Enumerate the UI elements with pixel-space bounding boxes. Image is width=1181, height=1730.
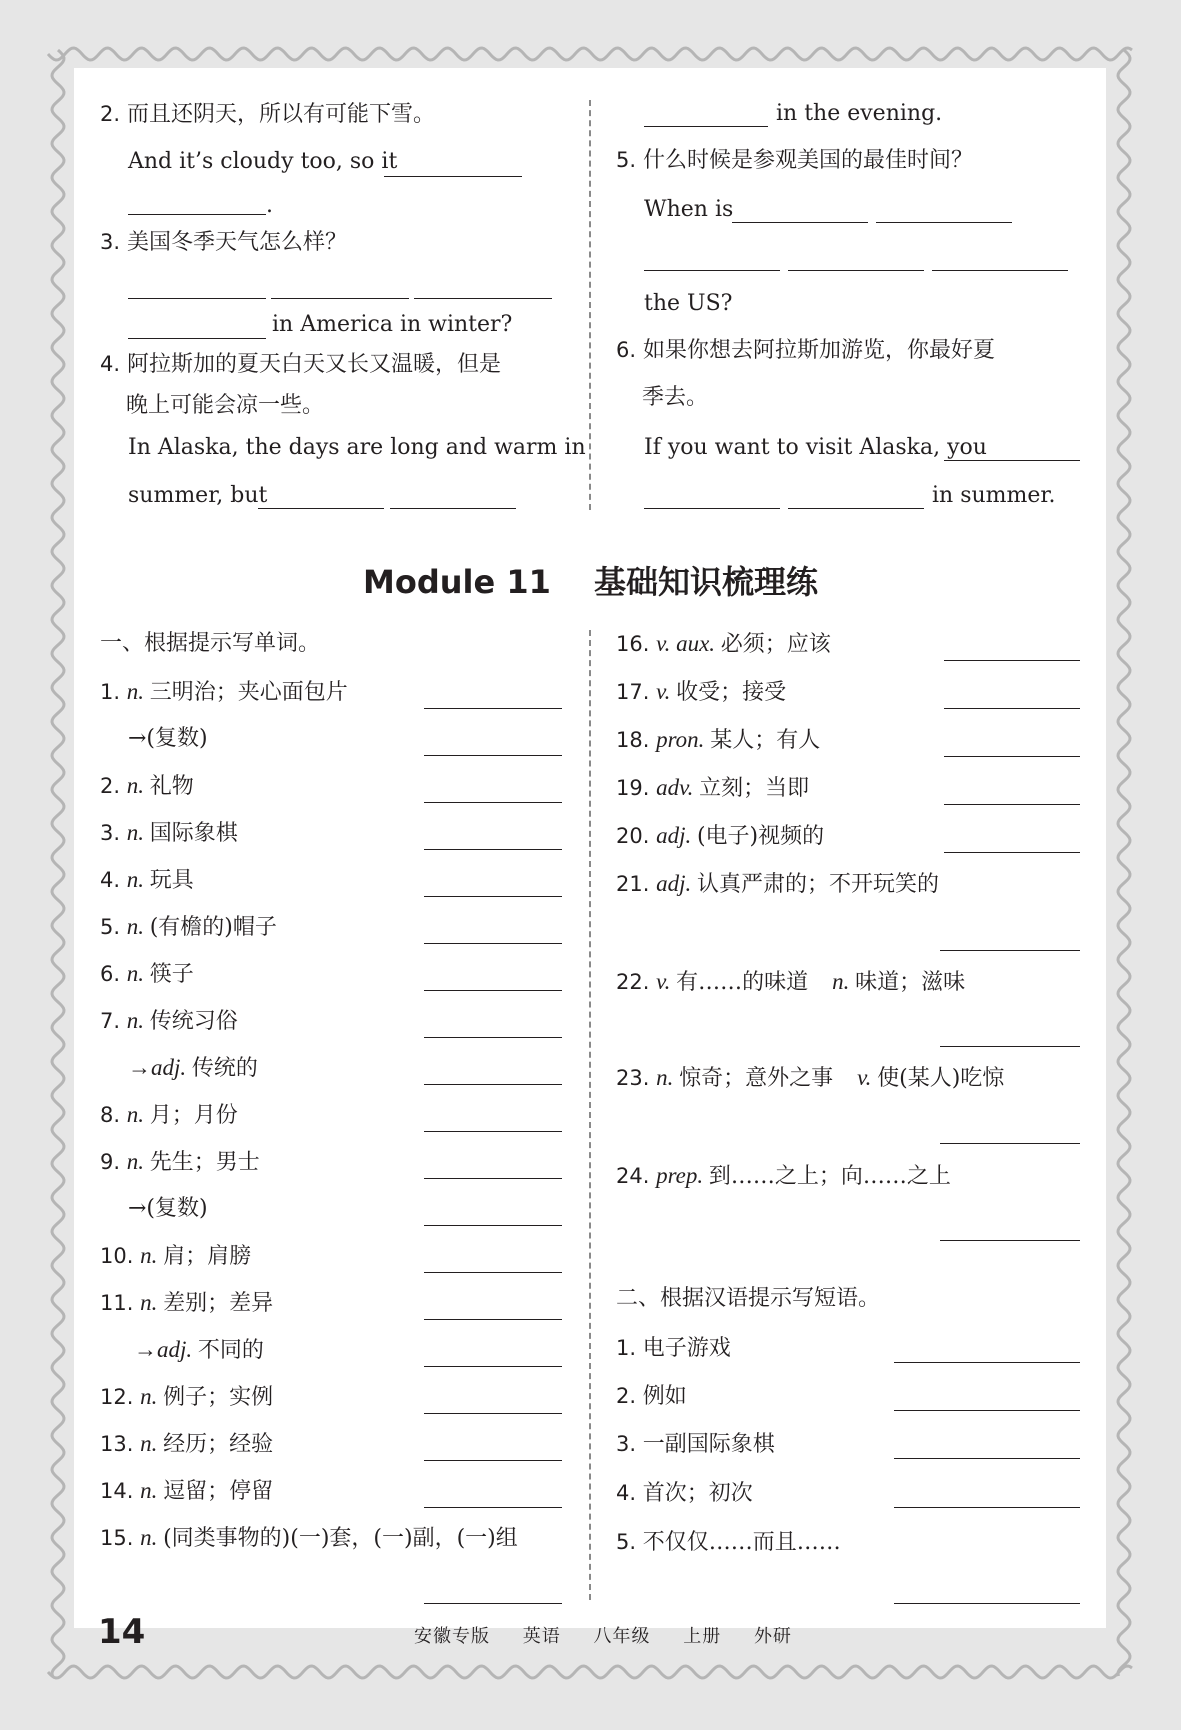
chinese-meaning: 到……之上；向……之上 — [708, 1164, 951, 1189]
question-number: 5. — [616, 148, 637, 172]
word-item — [616, 968, 965, 997]
part-of-speech: n. — [126, 914, 150, 939]
question-6 — [616, 336, 995, 365]
question-text: 如果你想去阿拉斯加游览，你最好夏 — [643, 338, 996, 363]
word-item — [616, 630, 831, 659]
answer-blank[interactable] — [944, 708, 1080, 709]
chinese-phrase: 例如 — [642, 1384, 687, 1409]
chinese-meaning: 三明治；夹心面包片 — [149, 680, 348, 705]
item-number: 23. — [616, 1066, 657, 1090]
word-item — [100, 1383, 273, 1412]
item-number: 6. — [100, 962, 127, 986]
answer-blank[interactable] — [940, 950, 1080, 951]
answer-blank[interactable] — [894, 1410, 1080, 1411]
word-item — [100, 1148, 260, 1177]
question-5-english-end: the US? — [644, 291, 733, 316]
item-number: 11. — [100, 1291, 141, 1315]
phrase-item — [616, 1382, 687, 1411]
chinese-meaning: →(复数) — [128, 1196, 208, 1221]
part-of-speech: adj. — [656, 871, 697, 896]
answer-blank[interactable] — [424, 1460, 562, 1461]
word-item — [100, 1289, 273, 1318]
item-number: 7. — [100, 1009, 127, 1033]
question-3 — [100, 228, 347, 257]
chinese-phrase: 电子游戏 — [642, 1336, 731, 1361]
question-number: 3. — [100, 230, 121, 254]
part-of-speech: adv. — [656, 775, 700, 800]
chinese-meaning: 味道；滋味 — [855, 970, 966, 995]
chinese-meaning: 传统习俗 — [149, 1009, 238, 1034]
answer-blank[interactable] — [424, 1178, 562, 1179]
part-of-speech: n. — [126, 679, 150, 704]
part-of-speech: n. — [126, 1149, 150, 1174]
item-number: 24. — [616, 1164, 657, 1188]
chinese-meaning: 经历；经验 — [163, 1432, 274, 1457]
word-item — [616, 726, 820, 755]
answer-blank[interactable] — [424, 1507, 562, 1508]
word-item — [100, 1477, 273, 1506]
chinese-meaning: 传统的 — [191, 1056, 258, 1081]
part-of-speech: v. — [656, 679, 677, 704]
chinese-meaning: 不同的 — [197, 1338, 264, 1363]
sentence-period: . — [266, 193, 273, 218]
answer-blank[interactable] — [424, 1319, 562, 1320]
part-of-speech: n. — [126, 773, 150, 798]
word-item — [616, 678, 786, 707]
item-number: 5. — [100, 915, 127, 939]
item-number: 16. — [616, 632, 657, 656]
item-number: 10. — [100, 1244, 141, 1268]
word-item — [100, 772, 194, 801]
word-item — [616, 870, 939, 899]
chinese-meaning: 立刻；当即 — [699, 776, 810, 801]
answer-blank[interactable] — [788, 270, 924, 271]
question-number: 6. — [616, 338, 637, 362]
item-number: 1. — [100, 680, 127, 704]
phrase-item — [616, 1528, 841, 1557]
word-item — [128, 1054, 258, 1083]
question-text: 阿拉斯加的夏天白天又长又温暖，但是 — [127, 352, 502, 377]
answer-blank[interactable] — [644, 270, 780, 271]
answer-blank[interactable] — [128, 338, 266, 339]
question-text: 美国冬季天气怎么样？ — [127, 230, 348, 255]
question-6-english: If you want to visit Alaska, you — [644, 435, 987, 460]
chinese-meaning: 礼物 — [149, 774, 194, 799]
item-number: 2. — [616, 1384, 643, 1408]
answer-blank[interactable] — [424, 708, 562, 709]
answer-blank[interactable] — [424, 1225, 562, 1226]
answer-blank[interactable] — [944, 460, 1080, 461]
footer-info — [414, 1622, 818, 1648]
part-of-speech: n. — [126, 820, 150, 845]
word-item — [100, 1007, 238, 1036]
item-number: 12. — [100, 1385, 141, 1409]
item-number: 14. — [100, 1479, 141, 1503]
answer-blank[interactable] — [424, 1084, 562, 1085]
chinese-meaning: (电子)视频的 — [696, 824, 825, 849]
answer-blank[interactable] — [424, 896, 562, 897]
chinese-meaning: 筷子 — [149, 962, 194, 987]
part-of-speech: n. — [126, 1102, 150, 1127]
answer-blank[interactable] — [944, 660, 1080, 661]
part-of-speech: n. — [140, 1525, 164, 1550]
chinese-meaning: 逗留；停留 — [163, 1479, 274, 1504]
chinese-meaning: 惊奇；意外之事 — [679, 1066, 834, 1091]
part-of-speech: n. — [140, 1384, 164, 1409]
answer-blank[interactable] — [876, 222, 1012, 223]
answer-blank[interactable] — [732, 222, 868, 223]
footer-publisher: 外研 — [753, 1626, 792, 1647]
word-item — [100, 960, 194, 989]
word-item — [100, 1430, 273, 1459]
answer-blank[interactable] — [128, 298, 266, 299]
part-of-speech: n. — [832, 969, 856, 994]
item-number: 22. — [616, 970, 657, 994]
chinese-meaning: 肩；肩膀 — [163, 1244, 252, 1269]
item-number: 2. — [100, 774, 127, 798]
word-item — [100, 819, 238, 848]
answer-blank[interactable] — [424, 1131, 562, 1132]
chinese-phrase: 首次；初次 — [642, 1481, 753, 1506]
chinese-meaning: 有……的味道 — [676, 970, 809, 995]
answer-blank[interactable] — [424, 1603, 562, 1604]
answer-blank[interactable] — [940, 1240, 1080, 1241]
word-item — [100, 913, 277, 942]
word-item — [100, 1242, 251, 1271]
item-number: 19. — [616, 776, 657, 800]
question-text-line2: 晚上可能会凉一些。 — [126, 393, 325, 418]
answer-blank[interactable] — [424, 1413, 562, 1414]
item-number: 5. — [616, 1530, 643, 1554]
word-item — [128, 1195, 208, 1223]
chinese-phrase: 一副国际象棋 — [642, 1432, 775, 1457]
answer-blank[interactable] — [424, 849, 562, 850]
answer-blank[interactable] — [424, 990, 562, 991]
answer-blank[interactable] — [788, 508, 924, 509]
module-number: Module 11 — [362, 563, 551, 601]
answer-blank[interactable] — [414, 298, 552, 299]
answer-blank[interactable] — [424, 1272, 562, 1273]
item-number: 9. — [100, 1150, 127, 1174]
word-item — [100, 678, 348, 707]
word-item — [616, 1162, 951, 1191]
chinese-meaning: 例子；实例 — [163, 1385, 274, 1410]
part-of-speech: →adj. — [134, 1337, 198, 1362]
part-of-speech: →adj. — [128, 1055, 192, 1080]
part-of-speech: v. aux. — [656, 631, 721, 656]
answer-blank[interactable] — [944, 852, 1080, 853]
answer-blank[interactable] — [940, 1046, 1080, 1047]
word-item — [616, 774, 809, 803]
word-item — [616, 1064, 1004, 1093]
module-subtitle: 基础知识梳理练 — [593, 563, 818, 601]
answer-blank[interactable] — [940, 1143, 1080, 1144]
chinese-meaning: (有檐的)帽子 — [149, 915, 277, 940]
chinese-meaning: 先生；男士 — [149, 1150, 260, 1175]
question-2-english: And it’s cloudy too, so it — [128, 149, 398, 174]
footer-grade: 八年级 — [593, 1626, 651, 1647]
chinese-phrase: 不仅仅……而且…… — [642, 1530, 841, 1555]
word-item — [100, 1524, 518, 1553]
item-number: 4. — [100, 868, 127, 892]
part-of-speech: n. — [126, 1008, 150, 1033]
answer-blank[interactable] — [944, 804, 1080, 805]
item-number: 13. — [100, 1432, 141, 1456]
question-text-line2: 季去。 — [642, 385, 709, 410]
answer-blank[interactable] — [894, 1507, 1080, 1508]
answer-blank[interactable] — [894, 1603, 1080, 1604]
item-number: 3. — [100, 821, 127, 845]
question-number: 4. — [100, 352, 121, 376]
part-of-speech: n. — [140, 1478, 164, 1503]
answer-blank[interactable] — [424, 802, 562, 803]
question-4 — [100, 350, 501, 379]
part-of-speech: pron. — [656, 727, 711, 752]
answer-blank[interactable] — [258, 508, 384, 509]
question-4-continuation: in the evening. — [776, 101, 943, 126]
part-of-speech: n. — [126, 961, 150, 986]
answer-blank[interactable] — [128, 214, 266, 215]
answer-blank[interactable] — [644, 126, 768, 127]
answer-blank[interactable] — [944, 756, 1080, 757]
phrase-item — [616, 1430, 775, 1459]
word-item — [134, 1336, 264, 1365]
answer-blank[interactable] — [424, 755, 562, 756]
part-of-speech: n. — [140, 1243, 164, 1268]
question-text: 而且还阴天，所以有可能下雪。 — [127, 102, 436, 127]
chinese-meaning: 某人；有人 — [710, 728, 821, 753]
question-2 — [100, 100, 435, 129]
chinese-meaning: 月；月份 — [149, 1103, 238, 1128]
part-of-speech: v. — [656, 969, 677, 994]
footer-subject: 英语 — [522, 1626, 561, 1647]
question-5-english: When is — [644, 197, 734, 222]
phrase-item — [616, 1334, 731, 1363]
word-item — [616, 822, 824, 851]
phrase-item — [616, 1479, 753, 1508]
item-number: 20. — [616, 824, 657, 848]
answer-blank[interactable] — [932, 270, 1068, 271]
chinese-meaning: 玩具 — [149, 868, 194, 893]
item-number: 3. — [616, 1432, 643, 1456]
answer-blank[interactable] — [384, 176, 522, 177]
part-of-speech: n. — [656, 1065, 680, 1090]
item-number: 21. — [616, 872, 657, 896]
answer-blank[interactable] — [424, 1366, 562, 1367]
item-number: 18. — [616, 728, 657, 752]
item-number: 8. — [100, 1103, 127, 1127]
chinese-meaning: →(复数) — [128, 726, 208, 751]
part-of-speech: n. — [126, 867, 150, 892]
chinese-meaning: (同类事物的)(一)套，(一)副，(一)组 — [163, 1526, 518, 1551]
footer-volume: 上册 — [683, 1626, 722, 1647]
answer-blank[interactable] — [424, 1037, 562, 1038]
answer-blank[interactable] — [390, 508, 516, 509]
word-item — [100, 1101, 238, 1130]
chinese-meaning: 国际象棋 — [149, 821, 238, 846]
chinese-meaning: 差别；差异 — [163, 1291, 274, 1316]
part-of-speech: n. — [140, 1290, 164, 1315]
item-number: 4. — [616, 1481, 643, 1505]
question-6-english-end: in summer. — [932, 483, 1056, 508]
question-4-english-line2: summer, but — [128, 483, 268, 508]
module-title — [0, 560, 1181, 604]
word-item — [100, 866, 194, 895]
chinese-meaning: 认真严肃的；不开玩笑的 — [696, 872, 939, 897]
answer-blank[interactable] — [894, 1458, 1080, 1459]
item-number: 17. — [616, 680, 657, 704]
column-divider-bottom — [589, 630, 591, 1600]
part-of-speech: prep. — [656, 1163, 709, 1188]
column-divider-top — [589, 100, 591, 510]
section-1-heading: 一、根据提示写单词。 — [100, 631, 321, 656]
answer-blank[interactable] — [271, 298, 409, 299]
question-text: 什么时候是参观美国的最佳时间？ — [643, 148, 974, 173]
part-of-speech: adj. — [656, 823, 697, 848]
chinese-meaning: 必须；应该 — [720, 632, 831, 657]
question-5 — [616, 146, 973, 175]
answer-blank[interactable] — [644, 508, 780, 509]
answer-blank[interactable] — [894, 1362, 1080, 1363]
part-of-speech: v. — [857, 1065, 878, 1090]
word-item — [128, 725, 208, 753]
page-number: 14 — [98, 1612, 146, 1652]
chinese-meaning: 使(某人)吃惊 — [877, 1066, 1005, 1091]
item-number: 1. — [616, 1336, 643, 1360]
question-4-english: In Alaska, the days are long and warm in — [128, 435, 586, 460]
question-3-english: in America in winter? — [272, 312, 513, 337]
part-of-speech: n. — [140, 1431, 164, 1456]
section-2-heading: 二、根据汉语提示写短语。 — [616, 1286, 881, 1311]
item-number: 15. — [100, 1526, 141, 1550]
footer-edition: 安徽专版 — [414, 1626, 490, 1647]
answer-blank[interactable] — [424, 943, 562, 944]
question-number: 2. — [100, 102, 121, 126]
chinese-meaning: 收受；接受 — [676, 680, 787, 705]
